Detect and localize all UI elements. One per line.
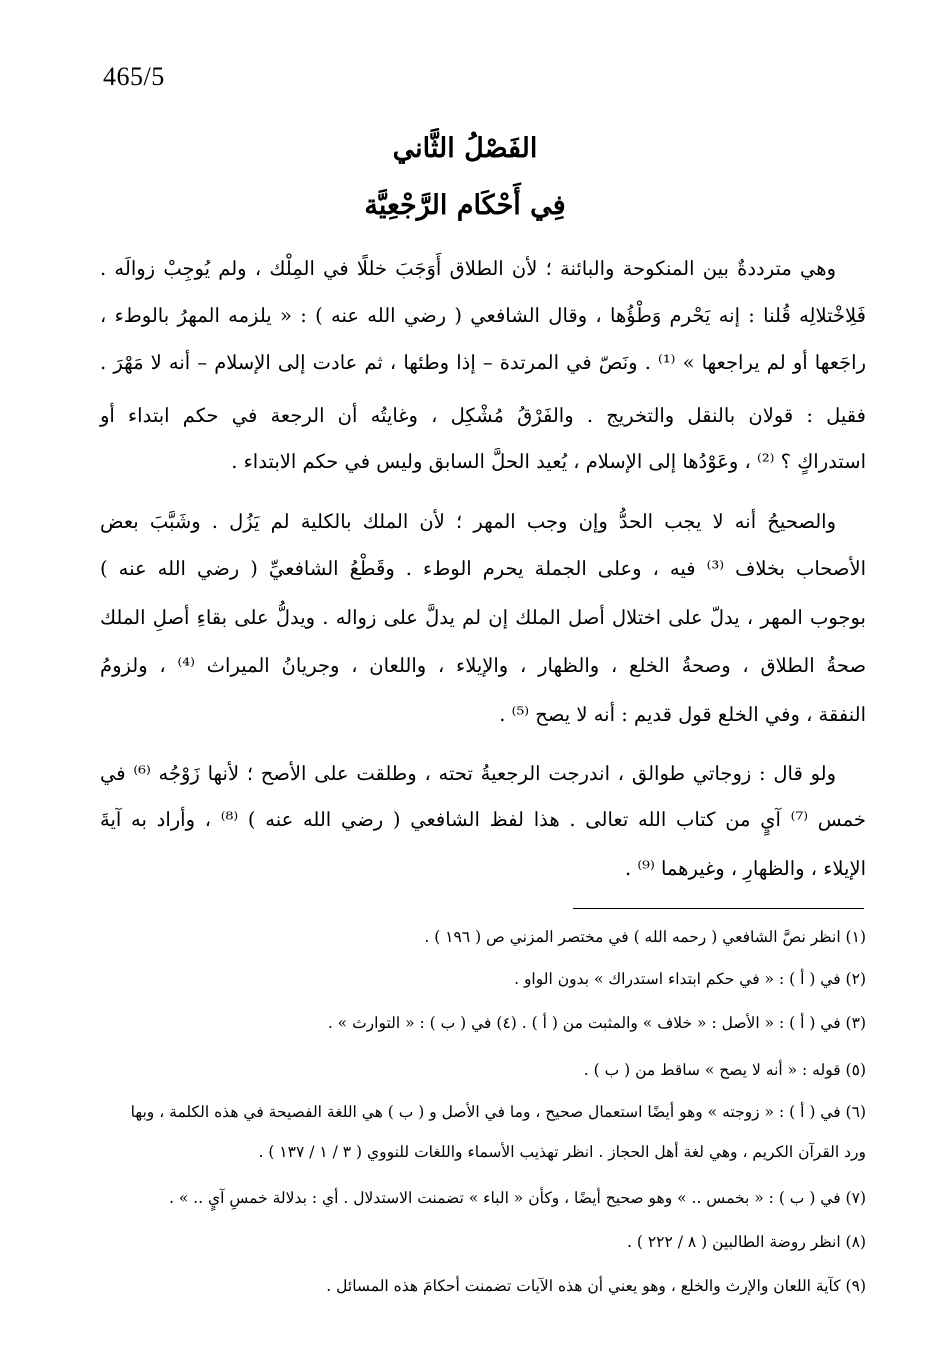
body-line: الأصحاب بخلاف ⁽³⁾ فيه ، وعلى الجملة يحرم الوطء . وقَطْعُ الشافعيِّ ( رضي الله عنه ) [100, 557, 866, 580]
body-line: ولو قال : زوجاتي طوالق ، اندرجت الرجعيةُ تحته ، وطلقت على الأصح ؛ لأنها زَوْجُه ⁽⁶⁾ في [100, 762, 836, 785]
body-line: خمس ⁽⁷⁾ آيٍ من كتاب الله تعالى . هذا لفظ الشافعي ( رضي الله عنه ) ⁽⁸⁾ ، وأراد به آيةَ [100, 808, 866, 831]
footnote: (٣) في ( أ ) : « الأصل : « خلاف » والمثبت من ( أ ) . (٤) في ( ب ) : « التوارث » . [327, 1014, 866, 1032]
footnote: (٢) في ( أ ) : « في حكم ابتداء استدراك » بدون الواو . [514, 970, 866, 988]
body-line: استدراكٍ ؟ ⁽²⁾ ، وعَوْدُها إلى الإسلام ، يُعيد الحلَّ السابق وليس في حكم الابتداء . [231, 450, 866, 473]
footnote: (٩) كآية اللعان والإرث والخلع ، وهو يعني أن هذه الآيات تضمنت أحكامَ هذه المسائل . [326, 1277, 866, 1295]
page-number: 465/5 [103, 62, 165, 91]
chapter-title: الفَصْلُ الثَّاني [392, 133, 538, 164]
footnote: (٨) انظر روضة الطالبين ( ٨ / ٢٢٢ ) . [626, 1233, 866, 1251]
body-line: صحةُ الطلاق ، وصحةُ الخلع ، والظهار ، والإيلاء ، واللعان ، وجريانُ الميراث ⁽⁴⁾ ، ولزومُ [100, 654, 866, 677]
footnote: (١) انظر نصَّ الشافعي ( رحمه الله ) في مختصر المزني ص ( ١٩٦ ) . [424, 928, 866, 946]
body-line: النفقة ، وفي الخلع قول قديم : أنه لا يصح ⁽⁵⁾ . [499, 703, 866, 726]
body-line: راجَعها أو لم يراجعها » ⁽¹⁾ . ونَصّ في المرتدة – إذا وطئها ، ثم عادت إلى الإسلام – أنه لا مَهْرَ . [100, 351, 867, 374]
footnote: ورد القرآن الكريم ، وهي لغة أهل الحجاز . انظر تهذيب الأسماء واللغات للنووي ( ٣ / ١ / ١٣٧ ) . [258, 1143, 866, 1161]
chapter-subtitle: فِي أَحْكَام الرَّجْعِيَّة [364, 190, 566, 221]
body-line: فقيل : قولان بالنقل والتخريج . والفَرْقُ مُشْكِل ، وغايتُه أن الرجعة في حكم ابتداء أو [100, 404, 866, 427]
body-line: الإيلاء ، والظهارِ ، وغيرهما ⁽⁹⁾ . [624, 857, 866, 880]
body-line: وهي مترددةٌ بين المنكوحة والبائنة ؛ لأن الطلاق أَوَجَبَ خللًا في المِلْك ، ولم يُوجِبْ زوالَه . [100, 257, 836, 280]
footnote: (٧) في ( ب ) : « بخمس .. » وهو صحيح أيضًا ، وكأن « الباء » تضمنت الاستدلال . أي : بدلالة خمسِ آيٍ .. » . [168, 1189, 866, 1207]
body-line: والصحيحُ أنه لا يجب الحدُّ وإن وجب المهر ؛ لأن الملك بالكلية لم يَزُل . وشَبَّبَ بعض [100, 510, 836, 533]
footnote: (٥) قوله : « أنه لا يصح » ساقط من ( ب ) . [583, 1061, 866, 1079]
footnote-separator [573, 908, 864, 909]
body-line: فَلِاخْتلالِه قُلنا : إنه يَحْرم وَطْؤُها ، وقال الشافعي ( رضي الله عنه ) : « يلزمه المهرُ بالوطء ، [100, 304, 866, 327]
footnote: (٦) في ( أ ) : « زوجته » وهو أيضًا استعمال صحيح ، وما في الأصل و ( ب ) هي اللغة الفصيحة في هذه الكلمة ، وبها [130, 1103, 866, 1121]
body-line: بوجوب المهر ، يدلّ على اختلال أصل الملك إن لم يدلَّ على زواله . ويدلُّ على بقاءِ أصلِ الملك [100, 606, 866, 629]
